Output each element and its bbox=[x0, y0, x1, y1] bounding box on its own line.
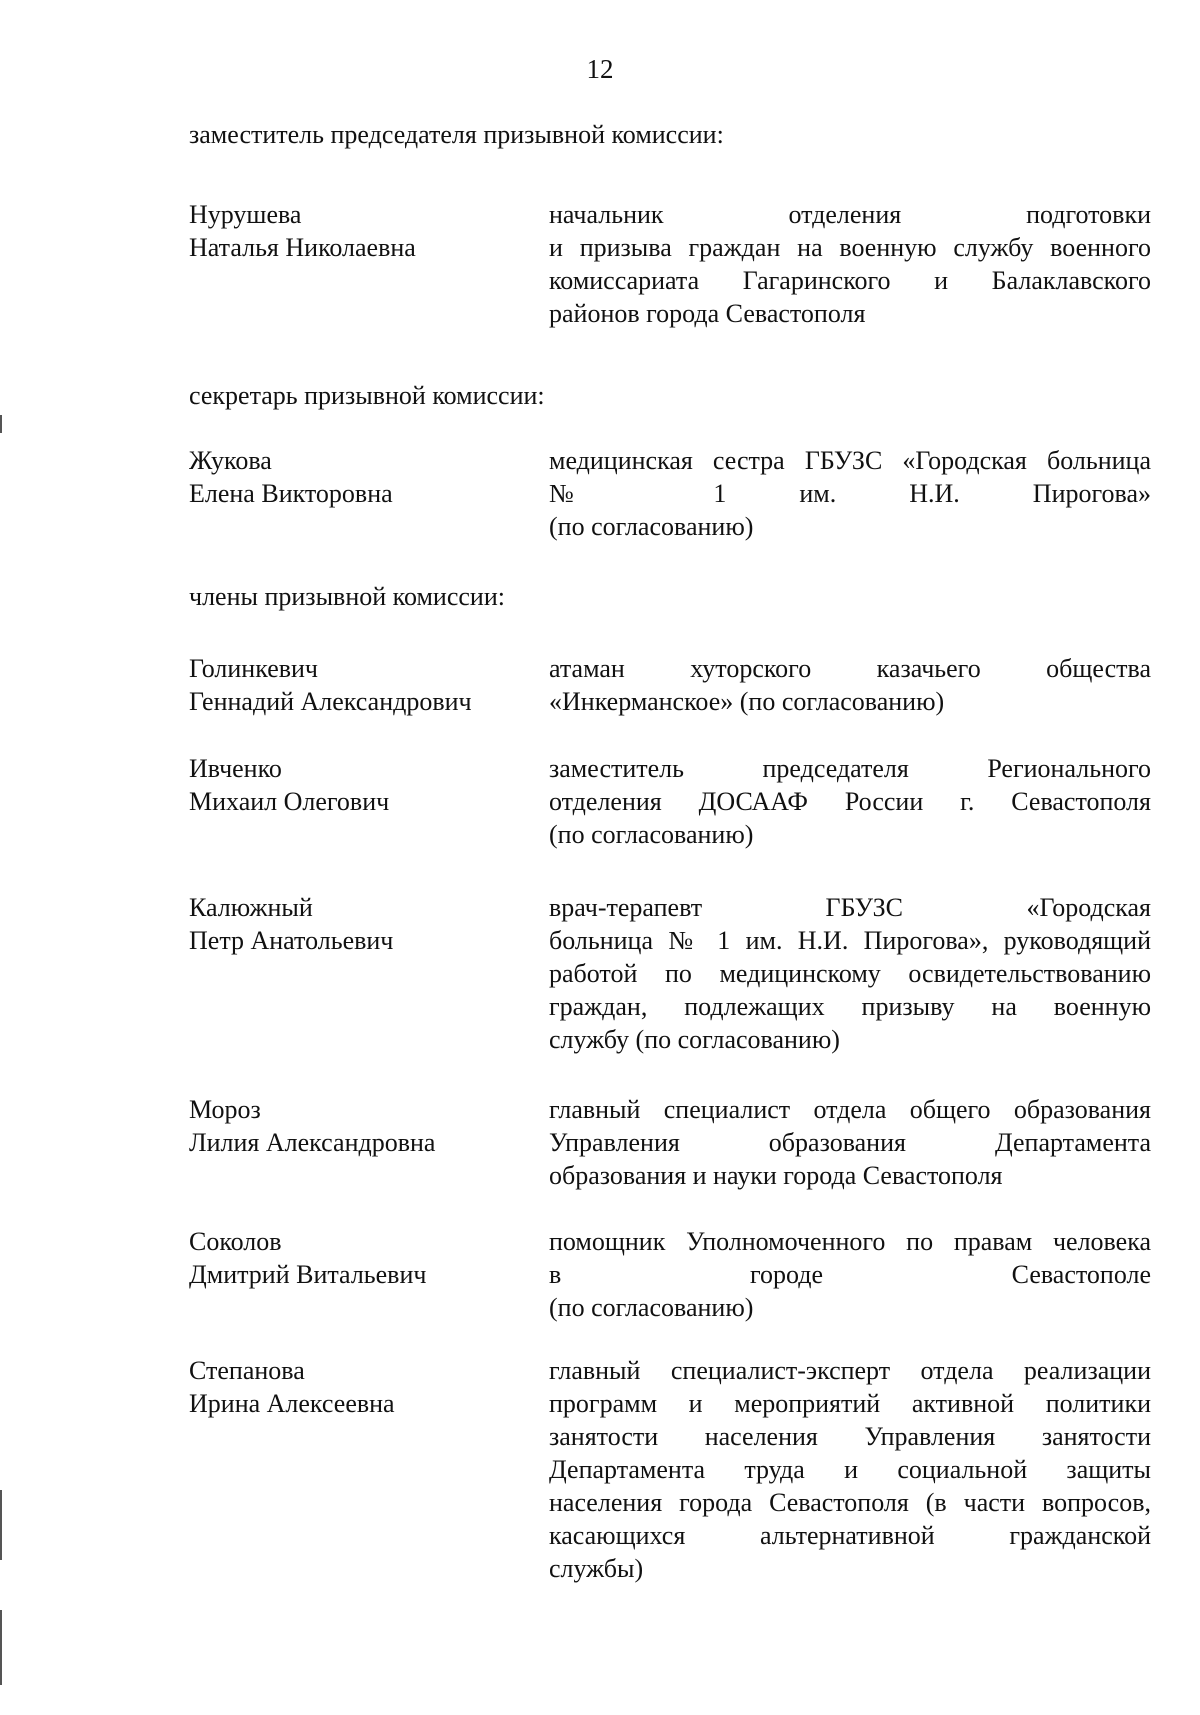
deputy-surname: Нурушева bbox=[189, 200, 302, 229]
member-role-line: помощник Уполномоченного по правам человека bbox=[549, 1227, 1151, 1256]
member-name bbox=[189, 652, 529, 718]
secretary-role-line: (по согласованию) bbox=[549, 512, 754, 541]
member-given-names: Петр Анатольевич bbox=[189, 926, 394, 955]
scan-edge-mark bbox=[0, 1490, 2, 1560]
member-surname: Ивченко bbox=[189, 754, 282, 783]
member-given-names: Дмитрий Витальевич bbox=[189, 1260, 427, 1289]
member-role-line: (по согласованию) bbox=[549, 820, 754, 849]
member-surname: Степанова bbox=[189, 1356, 305, 1385]
member-name bbox=[189, 1225, 529, 1291]
deputy-role bbox=[549, 198, 1151, 330]
member-surname: Мороз bbox=[189, 1095, 261, 1124]
member-role bbox=[549, 1093, 1151, 1192]
member-role-line: программ и мероприятий активной политики bbox=[549, 1389, 1151, 1418]
member-role bbox=[549, 1225, 1151, 1324]
deputy-name bbox=[189, 198, 529, 264]
member-name bbox=[189, 752, 529, 818]
member-given-names: Ирина Алексеевна bbox=[189, 1389, 395, 1418]
member-role-line: главный специалист-эксперт отдела реализации bbox=[549, 1356, 1151, 1385]
member-role-line: главный специалист отдела общего образования bbox=[549, 1095, 1151, 1124]
member-role-line: врач-терапевт ГБУЗС «Городская bbox=[549, 893, 1151, 922]
scan-edge-mark bbox=[0, 415, 2, 433]
deputy-role-line: начальник отделения подготовки bbox=[549, 200, 1151, 229]
member-role bbox=[549, 1354, 1151, 1585]
member-name bbox=[189, 1354, 529, 1420]
member-given-names: Лилия Александровна bbox=[189, 1128, 436, 1157]
member-role-line: атаман хуторского казачьего общества bbox=[549, 654, 1151, 683]
member-role-line: в городе Севастополе bbox=[549, 1260, 1151, 1289]
secretary-role-line: № 1 им. Н.И. Пирогова» bbox=[549, 479, 1151, 508]
secretary-heading: секретарь призывной комиссии: bbox=[189, 381, 545, 410]
member-role-line: службу (по согласованию) bbox=[549, 1025, 840, 1054]
member-surname: Голинкевич bbox=[189, 654, 318, 683]
deputy-role-line: и призыва граждан на военную службу военного bbox=[549, 233, 1151, 262]
member-role-line: отделения ДОСААФ России г. Севастополя bbox=[549, 787, 1151, 816]
member-role-line: больница № 1 им. Н.И. Пирогова», руководящий bbox=[549, 926, 1151, 955]
members-heading: члены призывной комиссии: bbox=[189, 582, 505, 611]
member-role-line: Управления образования Департамента bbox=[549, 1128, 1151, 1157]
member-given-names: Михаил Олегович bbox=[189, 787, 390, 816]
member-role-line: заместитель председателя Регионального bbox=[549, 754, 1151, 783]
deputy-given-names: Наталья Николаевна bbox=[189, 233, 416, 262]
member-name bbox=[189, 891, 529, 957]
secretary-name bbox=[189, 444, 529, 510]
secretary-surname: Жукова bbox=[189, 446, 272, 475]
member-role-line: касающихся альтернативной гражданской bbox=[549, 1521, 1151, 1550]
member-role-line: занятости населения Управления занятости bbox=[549, 1422, 1151, 1451]
member-role-line: граждан, подлежащих призыву на военную bbox=[549, 992, 1151, 1021]
member-role-line: работой по медицинскому освидетельствованию bbox=[549, 959, 1151, 988]
secretary-role bbox=[549, 444, 1151, 543]
deputy-role-line: районов города Севастополя bbox=[549, 299, 866, 328]
member-surname: Соколов bbox=[189, 1227, 282, 1256]
member-surname: Калюжный bbox=[189, 893, 313, 922]
deputy-heading: заместитель председателя призывной комиссии: bbox=[189, 120, 724, 149]
member-role-line: образования и науки города Севастополя bbox=[549, 1161, 1003, 1190]
member-role-line: населения города Севастополя (в части вопросов, bbox=[549, 1488, 1151, 1517]
member-role-line: Департамента труда и социальной защиты bbox=[549, 1455, 1151, 1484]
deputy-role-line: комиссариата Гагаринского и Балаклавского bbox=[549, 266, 1151, 295]
member-role bbox=[549, 652, 1151, 718]
member-role-line: (по согласованию) bbox=[549, 1293, 754, 1322]
page-number: 12 bbox=[586, 54, 614, 84]
member-role-line: службы) bbox=[549, 1554, 644, 1583]
secretary-role-line: медицинская сестра ГБУЗС «Городская больница bbox=[549, 446, 1151, 475]
member-given-names: Геннадий Александрович bbox=[189, 687, 472, 716]
scan-edge-mark bbox=[0, 1610, 2, 1685]
member-role bbox=[549, 752, 1151, 851]
member-role bbox=[549, 891, 1151, 1056]
member-name bbox=[189, 1093, 529, 1159]
member-role-line: «Инкерманское» (по согласованию) bbox=[549, 687, 945, 716]
secretary-given-names: Елена Викторовна bbox=[189, 479, 393, 508]
